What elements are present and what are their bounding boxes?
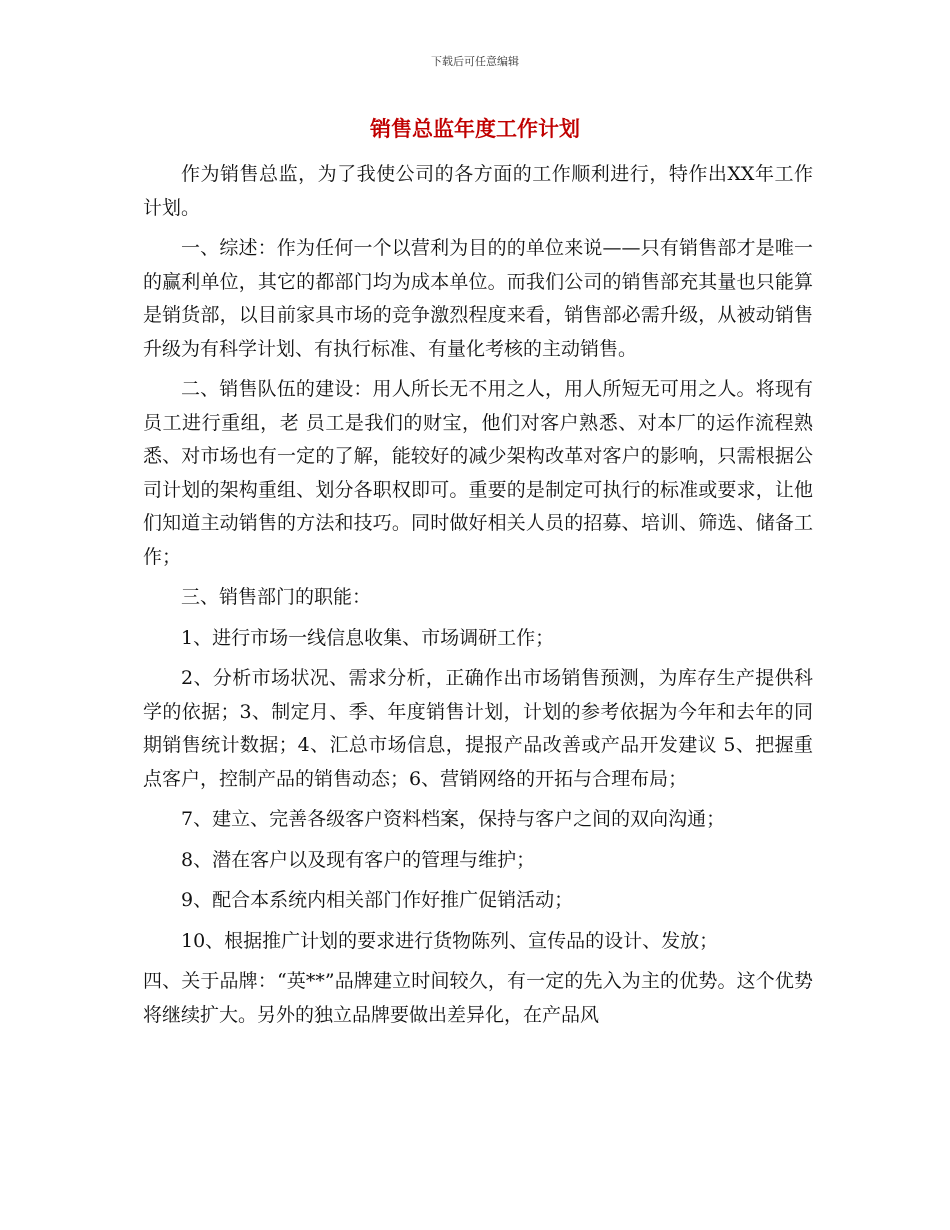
paragraph-functions-heading: 三、销售部门的职能： <box>181 586 372 608</box>
paragraph-function-9: 9、配合本系统内相关部门作好推广促销活动； <box>181 889 574 911</box>
paragraph-function-2-6: 2、分析市场状况、需求分析，正确作出市场销售预测，为库存生产提供科学的依据；3、制定月、季、年度销售计划，计划的参考依据为今年和去年的同期销售统计数据；4、汇总市场信息，提报产品改善或产品开发建议 5、把握重点客户，控制产品的销售动态；6、营销网络的开拓与合理布局； <box>143 667 813 790</box>
paragraph-function-10: 10、根据推广计划的要求进行货物陈列、宣传品的设计、发放； <box>181 929 719 952</box>
paragraph-team-building: 二、销售队伍的建设：用人所长无不用之人，用人所短无可用之人。将现有员工进行重组，老 员工是我们的财宝，他们对客户熟悉、对本厂的运作流程熟悉、对市场也有一定的了解，能较好的减少架构改革对客户的影响，只需根据公司计划的架构重组、划分各职权即可。重要的是制定可执行的标准或要求，让他们知道主动销售的方法和技巧。同时做好相关人员的招募、培训、筛选、储备工作； <box>143 378 813 568</box>
paragraph-function-7: 7、建立、完善各级客户资料档案，保持与客户之间的双向沟通； <box>181 808 726 830</box>
document-title: 销售总监年度工作计划 <box>370 116 580 141</box>
paragraph-intro: 作为销售总监，为了我使公司的各方面的工作顺利进行，特作出XX年工作计划。 <box>143 163 813 219</box>
paragraph-function-8: 8、潜在客户以及现有客户的管理与维护； <box>181 848 536 871</box>
paragraph-function-1: 1、进行市场一线信息收集、市场调研工作； <box>181 626 555 649</box>
paragraph-brand: 四、关于品牌：“英**”品牌建立时间较久，有一定的先入为主的优势。这个优势将继续扩大。另外的独立品牌要做出差异化，在产品风 <box>143 970 813 1026</box>
document-body <box>143 158 813 1039</box>
page-header-note: 下载后可任意编辑 <box>431 55 519 68</box>
paragraph-overview: 一、综述：作为任何一个以营利为目的的单位来说——只有销售部才是唯一的赢利单位，其它的都部门均为成本单位。而我们公司的销售部充其量也只能算是销货部，以目前家具市场的竞争激烈程度来看，销售部必需升级，从被动销售升级为有科学计划、有执行标准、有量化考核的主动销售。 <box>143 237 813 360</box>
